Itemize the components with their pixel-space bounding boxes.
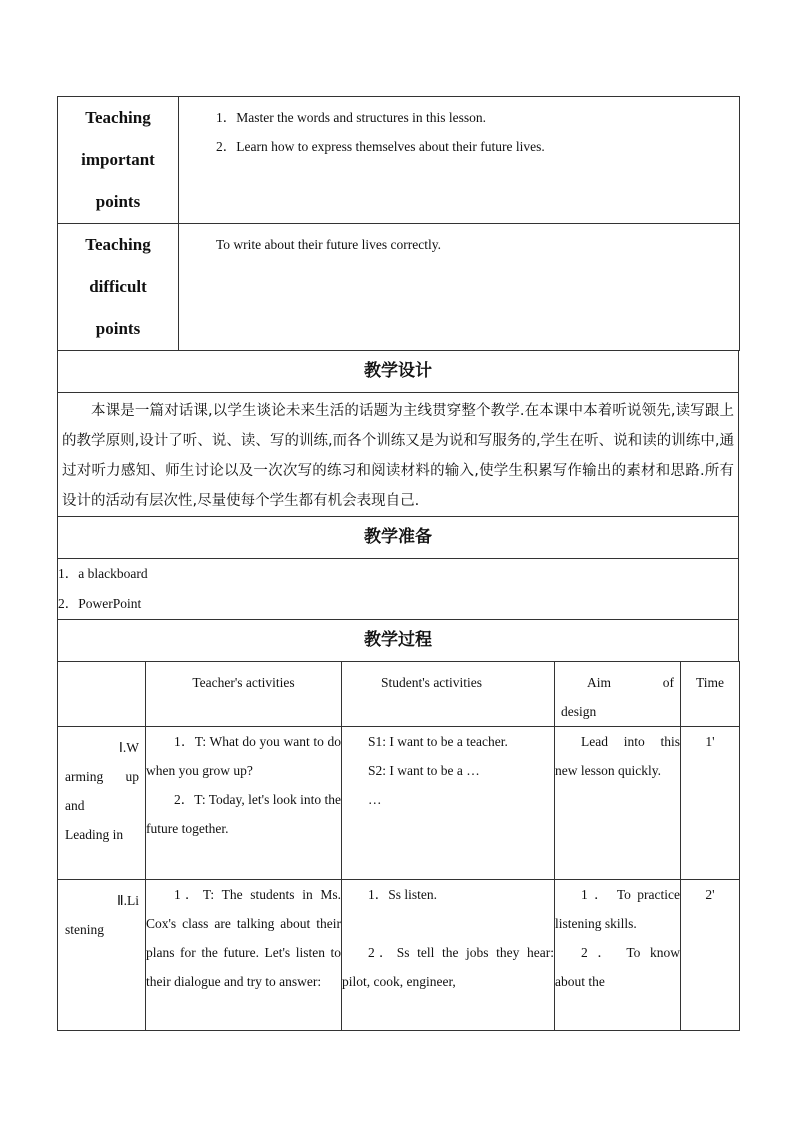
difficult-points-label: [58, 224, 179, 351]
teacher-activities-cell: [146, 727, 342, 880]
aim-cell: [555, 727, 681, 880]
label-line: Teaching: [85, 108, 151, 127]
stage-line: Leading in: [65, 827, 124, 842]
teacher-activity: 2．T: Today, let's look into the future together.: [146, 792, 341, 836]
difficult-points-row: [58, 224, 740, 351]
design-body-cell: [58, 393, 739, 517]
stage-cell: [58, 880, 146, 1031]
teacher-header: Teacher's activities: [146, 662, 342, 727]
student-activity: …: [368, 792, 382, 807]
aim-header: [555, 662, 681, 727]
student-activity: 1．Ss listen.: [368, 887, 438, 902]
label-line: points: [95, 319, 141, 338]
aim-text: 2 ． To know about the: [555, 945, 680, 989]
preparation-item: 1．a blackboard: [58, 566, 148, 581]
difficult-point-text: To write about their future lives correctly.: [216, 237, 441, 252]
label-line: points: [95, 192, 141, 211]
label-line: important: [81, 150, 155, 169]
points-table: [57, 96, 740, 351]
stage-line: arming up: [65, 769, 139, 784]
preparation-title: 教学准备: [58, 517, 739, 559]
teacher-activities-cell: [146, 880, 342, 1031]
preparation-list: [58, 559, 739, 620]
aim-header-word: of: [662, 675, 674, 690]
process-row: [58, 727, 740, 880]
stage-line: Ⅱ.Li: [116, 893, 139, 908]
student-activity: 2．Ss tell the jobs they hear: pilot, cook, engineer,: [342, 945, 554, 989]
student-header: Student's activities: [342, 662, 555, 727]
aim-cell: [555, 880, 681, 1031]
important-points-label: [58, 97, 179, 224]
design-title: 教学设计: [58, 351, 739, 393]
process-header-row: [58, 662, 740, 727]
aim-text: 1 ． To practice listening skills.: [555, 887, 680, 931]
student-activities-cell: [342, 880, 555, 1031]
stage-line: Ⅰ.W: [118, 740, 139, 755]
time-header: Time: [681, 662, 740, 727]
stage-line: and: [65, 798, 85, 813]
important-point-item: 2．Learn how to express themselves about their future lives.: [216, 139, 545, 154]
important-points-row: [58, 97, 740, 224]
important-points-content: [179, 97, 740, 224]
stage-header: [58, 662, 146, 727]
aim-header-word: Aim: [587, 675, 612, 690]
design-body: 本课是一篇对话课,以学生谈论未来生活的话题为主线贯穿整个教学.在本课中本着听说领先,读写跟上的教学原则,设计了听、说、读、写的训练,而各个训练又是为说和写服务的,学生在听、说和读的训练中,通过对听力感知、师生讨论以及一次次写的练习和阅读材料的输入,使学生积累写作输出的素材和思路.所有设计的活动有层次性,尽量使每个学生都有机会表现自己.: [62, 403, 734, 509]
aim-header-word: design: [561, 704, 597, 719]
preparation-item: 2．PowerPoint: [58, 596, 142, 611]
process-title: 教学过程: [58, 620, 739, 662]
label-line: Teaching: [85, 235, 151, 254]
aim-text: Lead into this new lesson quickly.: [555, 734, 680, 778]
difficult-points-content: [179, 224, 740, 351]
time-cell: 2': [681, 880, 740, 1031]
time-cell: 1': [681, 727, 740, 880]
stage-line: stening: [65, 922, 104, 937]
process-row: [58, 880, 740, 1031]
student-activities-cell: [342, 727, 555, 880]
teacher-activity: 1．T: What do you want to do when you grow up?: [146, 734, 341, 778]
stage-cell: [58, 727, 146, 880]
design-table: [57, 350, 739, 662]
lesson-plan-page: [57, 96, 739, 1031]
important-point-item: 1．Master the words and structures in this lesson.: [216, 110, 486, 125]
process-table: [57, 661, 740, 1031]
label-line: difficult: [89, 277, 147, 296]
student-activity: S1: I want to be a teacher.: [368, 734, 508, 749]
student-activity: S2: I want to be a …: [368, 763, 480, 778]
teacher-activity: 1．T: The students in Ms. Cox's class are talking about their plans for the future. Let's listen to their dialogue and try to answer:: [146, 887, 341, 989]
